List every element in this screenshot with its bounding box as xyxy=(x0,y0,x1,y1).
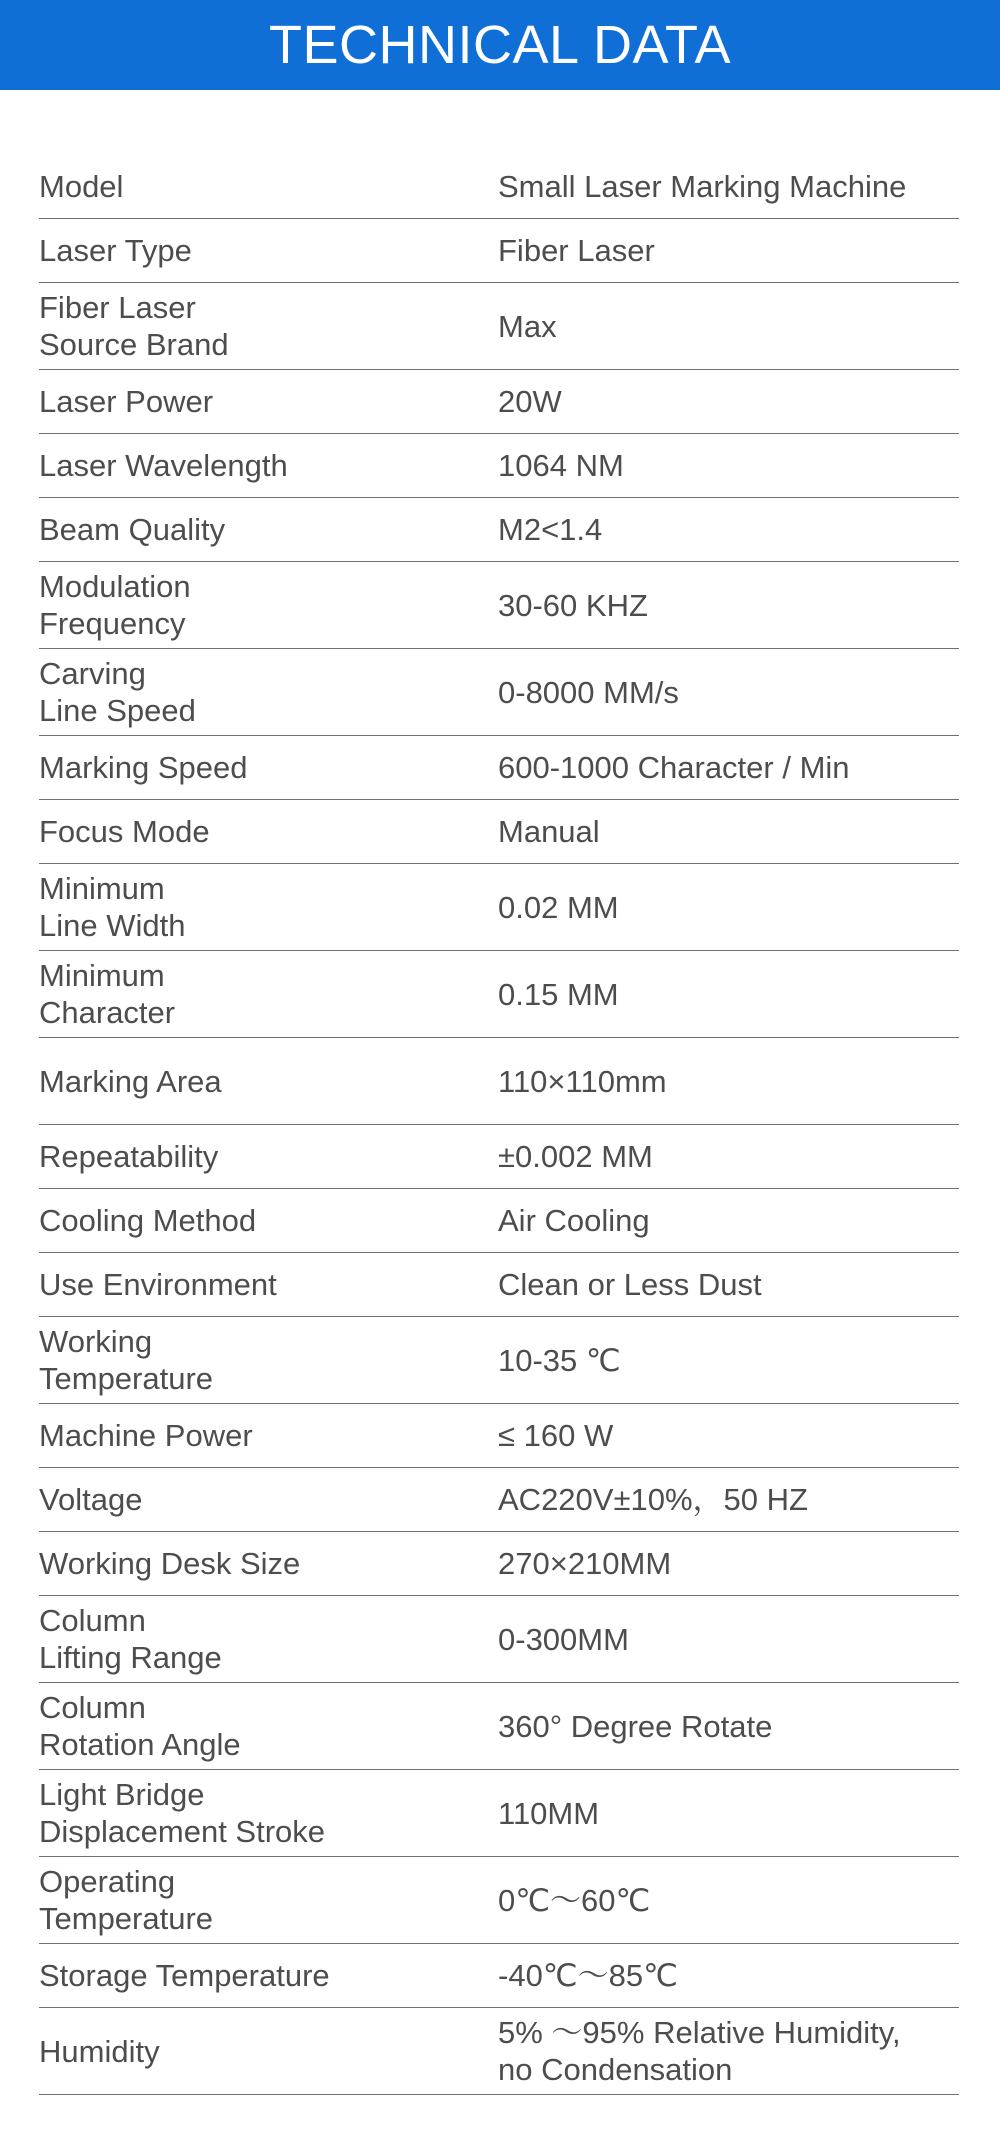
spec-value: 0.02 MM xyxy=(498,889,619,925)
spec-row xyxy=(39,498,959,562)
spec-label: Column Lifting Range xyxy=(39,1603,222,1675)
spec-label: Carving Line Speed xyxy=(39,656,196,728)
spec-label: Light Bridge Displacement Stroke xyxy=(39,1777,326,1849)
spec-row xyxy=(39,1683,959,1770)
spec-label: Fiber Laser Source Brand xyxy=(39,290,229,362)
spec-value: 0℃～60℃ xyxy=(498,1882,651,1918)
spec-label: Working Desk Size xyxy=(39,1546,301,1581)
spec-value: Manual xyxy=(498,814,600,849)
spec-label: Repeatability xyxy=(39,1139,219,1174)
spec-row xyxy=(39,800,959,864)
spec-row xyxy=(39,736,959,800)
spec-value: 20W xyxy=(498,384,562,419)
spec-value: 360° Degree Rotate xyxy=(498,1708,773,1744)
spec-value: Small Laser Marking Machine xyxy=(498,169,907,204)
spec-value: 5% ～95% Relative Humidity, no Condensation xyxy=(498,2015,901,2087)
spec-label: Operating Temperature xyxy=(39,1864,214,1936)
spec-label: Minimum Line Width xyxy=(39,871,186,943)
spec-label: Beam Quality xyxy=(39,512,226,547)
spec-value: ≤ 160 W xyxy=(498,1418,614,1453)
spec-value: 110MM xyxy=(498,1795,600,1831)
spec-value: Fiber Laser xyxy=(498,233,655,268)
spec-row xyxy=(39,370,959,434)
spec-row xyxy=(39,1038,959,1125)
spec-value: 0-300MM xyxy=(498,1621,629,1657)
spec-value: 600-1000 Character / Min xyxy=(498,750,850,785)
spec-label: Marking Area xyxy=(39,1063,222,1099)
spec-value: 1064 NM xyxy=(498,448,624,483)
spec-label: Minimum Character xyxy=(39,958,176,1030)
spec-label: Focus Mode xyxy=(39,814,210,849)
spec-row xyxy=(39,1944,959,2008)
spec-label: Humidity xyxy=(39,2033,160,2069)
spec-row xyxy=(39,562,959,649)
spec-value: Air Cooling xyxy=(498,1203,650,1238)
spec-label: Use Environment xyxy=(39,1267,277,1302)
spec-value: ±0.002 MM xyxy=(498,1139,653,1174)
spec-row xyxy=(39,864,959,951)
spec-value: Max xyxy=(498,308,557,344)
spec-value: Clean or Less Dust xyxy=(498,1267,762,1302)
spec-value: 10-35 ℃ xyxy=(498,1342,621,1378)
spec-row xyxy=(39,1253,959,1317)
spec-label: Column Rotation Angle xyxy=(39,1690,241,1762)
spec-value: M2<1.4 xyxy=(498,512,603,547)
spec-table xyxy=(39,155,959,2095)
spec-label: Voltage xyxy=(39,1482,143,1517)
spec-row xyxy=(39,1596,959,1683)
spec-row xyxy=(39,1857,959,1944)
spec-row xyxy=(39,1404,959,1468)
spec-label: Laser Type xyxy=(39,233,192,268)
spec-label: Modulation Frequency xyxy=(39,569,191,641)
spec-value: -40℃～85℃ xyxy=(498,1958,678,1993)
spec-value: 110×110mm xyxy=(498,1063,667,1099)
spec-row xyxy=(39,951,959,1038)
spec-row xyxy=(39,1468,959,1532)
spec-row xyxy=(39,1125,959,1189)
spec-value: 30-60 KHZ xyxy=(498,587,648,623)
spec-row xyxy=(39,649,959,736)
spec-row xyxy=(39,1189,959,1253)
spec-value: AC220V±10%，50 HZ xyxy=(498,1482,808,1517)
spec-row xyxy=(39,2008,959,2095)
spec-row xyxy=(39,1532,959,1596)
spec-label: Laser Wavelength xyxy=(39,448,288,483)
header-banner xyxy=(0,0,1000,90)
spec-row xyxy=(39,1317,959,1404)
spec-value: 270×210MM xyxy=(498,1546,672,1581)
spec-value: 0.15 MM xyxy=(498,976,619,1012)
spec-label: Laser Power xyxy=(39,384,214,419)
spec-row xyxy=(39,434,959,498)
spec-label: Cooling Method xyxy=(39,1203,257,1238)
spec-row xyxy=(39,155,959,219)
spec-label: Machine Power xyxy=(39,1418,253,1453)
spec-label: Marking Speed xyxy=(39,750,248,785)
spec-row xyxy=(39,283,959,370)
page-title: TECHNICAL DATA xyxy=(268,15,732,75)
spec-label: Working Temperature xyxy=(39,1324,214,1396)
spec-row xyxy=(39,219,959,283)
spec-value: 0-8000 MM/s xyxy=(498,674,679,710)
spec-row xyxy=(39,1770,959,1857)
spec-label: Storage Temperature xyxy=(39,1958,330,1993)
spec-label: Model xyxy=(39,169,124,204)
